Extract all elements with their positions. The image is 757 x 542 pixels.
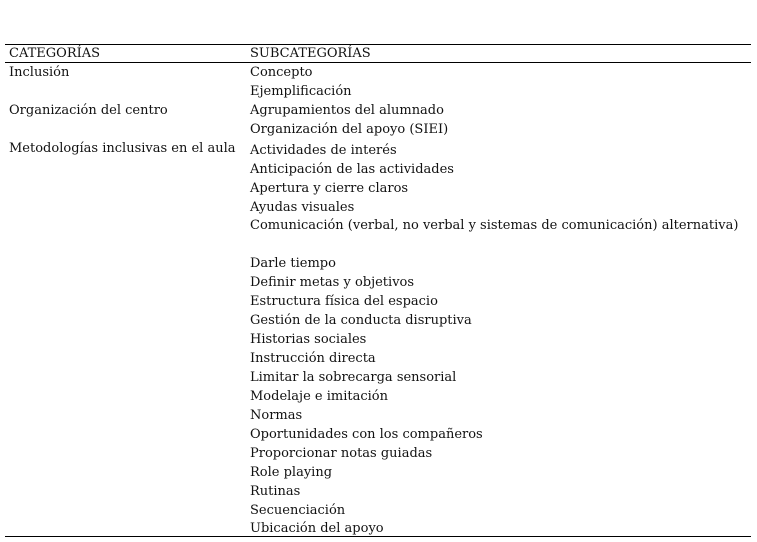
subcategory-item: Definir metas y objetivos bbox=[250, 275, 415, 290]
subcategory-item: Modelaje e imitación bbox=[250, 389, 388, 404]
table-top-rule bbox=[5, 44, 751, 45]
subcategory-item: Darle tiempo bbox=[250, 256, 336, 271]
subcategory-item: Ejemplificación bbox=[250, 84, 352, 99]
table-bottom-rule bbox=[5, 536, 751, 537]
subcategory-item: Historias sociales bbox=[250, 332, 367, 347]
subcategory-item: Proporcionar notas guiadas bbox=[250, 446, 433, 461]
table-header-rule bbox=[5, 62, 751, 63]
subcategory-item: Estructura física del espacio bbox=[250, 294, 438, 309]
subcategory-item: Limitar la sobrecarga sensorial bbox=[250, 370, 457, 385]
categories-table bbox=[5, 44, 751, 537]
subcategory-item: Actividades de interés bbox=[250, 143, 397, 158]
subcategory-item: Instrucción directa bbox=[250, 351, 376, 366]
subcategory-item: Oportunidades con los compañeros bbox=[250, 427, 483, 442]
header-categories: CATEGORÍAS bbox=[9, 46, 101, 61]
subcategory-item: Comunicación (verbal, no verbal y sistemas de comunicación) alternativa) bbox=[250, 218, 739, 233]
category-organizacion-centro: Organización del centro bbox=[9, 103, 168, 118]
category-inclusion: Inclusión bbox=[9, 65, 70, 80]
category-metodologias-inclusivas: Metodologías inclusivas en el aula bbox=[9, 141, 236, 156]
subcategory-item: Agrupamientos del alumnado bbox=[250, 103, 444, 118]
subcategory-item: Ayudas visuales bbox=[250, 200, 355, 215]
subcategory-item: Normas bbox=[250, 408, 303, 423]
subcategory-item: Ubicación del apoyo bbox=[250, 521, 384, 536]
subcategory-item: Concepto bbox=[250, 65, 313, 80]
header-subcategories: SUBCATEGORÍAS bbox=[250, 46, 371, 61]
subcategory-item: Secuenciación bbox=[250, 503, 346, 518]
subcategory-item: Anticipación de las actividades bbox=[250, 162, 454, 177]
subcategory-item: Rutinas bbox=[250, 484, 301, 499]
subcategory-item: Organización del apoyo (SIEI) bbox=[250, 122, 449, 137]
subcategory-item: Role playing bbox=[250, 465, 333, 480]
subcategory-item: Gestión de la conducta disruptiva bbox=[250, 313, 472, 328]
subcategory-item: Apertura y cierre claros bbox=[250, 181, 409, 196]
